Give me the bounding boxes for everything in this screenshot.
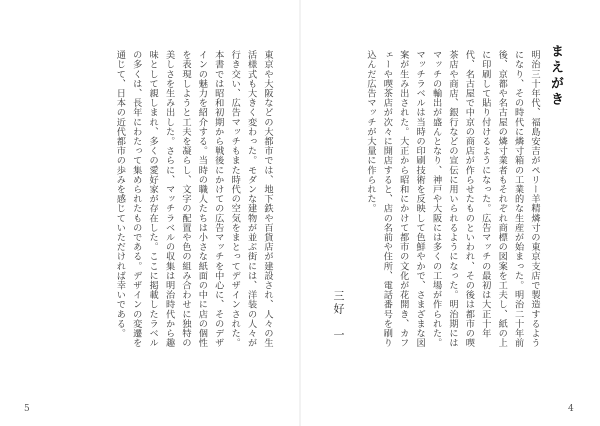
chapter-title: まえがき (548, 44, 563, 108)
page-number-right: 4 (568, 404, 574, 414)
left-page-body: 東京や大阪などの大都市では、地下鉄や百貨店が建設され、人々の生活様式も大きく変わった。モダンな建物が並ぶ街には、洋装の人々が行き交い、広告マッチもまた時代の空気をまとってデザインされた。本書では昭和初期から戦後にかけての広告マッチを中心に、そのデザインの魅力を紹介する。当時の職人たちは小さな紙面の中に店の個性を表現しようと工夫を凝らし、文字の配置や色の組み合わせに独特の美しさを生み出した。さらに、マッチラベルの収集は明治時代から趣味として親しまれ、多くの愛好家が存在した。ここに掲載したラベルの多くは、長年にわたって集められたものである。デザインの変遷を通じて、日本の近代都市の歩みを感じていただければ幸いである。 (114, 50, 273, 348)
author-signature: 三好 一 (332, 290, 345, 342)
page-gutter (299, 0, 301, 426)
page-number-left: 5 (24, 404, 30, 414)
right-page-body: 明治三十年代、福島安吉がペリー羊精燐寸の東京支店で製造するようになり、その時代に燐寸箱の工業的な生産が始まった。明治二十年前後、京都や名古屋の燐寸業者もそれぞれ商標の図案を工夫し、紙の上に印刷して貼り付けるようになった。広告マッチの最初は大正十年代、名古屋で中京の商店が作らせたものといわれ、その後は都市の喫茶店や商店、銀行などの宣伝に用いられるようになった。明治期にはマッチの輸出が盛んとなり、神戸や大阪には多くの工場が作られた。マッチラベルは当時の印刷技術を反映して色鮮やかで、さまざまな図案が生み出された。大正から昭和にかけて都市の文化が花開き、カフェーや喫茶店が次々に開店すると、店の名前や住所、電話番号を刷り込んだ広告マッチが大量に作られた。 (364, 50, 540, 348)
